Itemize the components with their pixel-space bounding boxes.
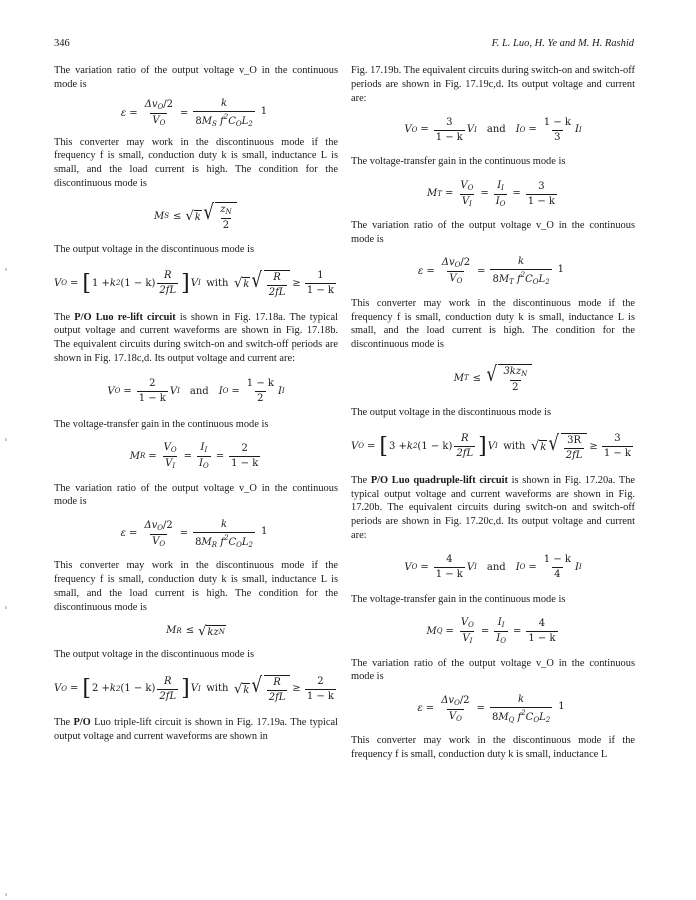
- eq-gain-q: M Q = $\frac{V_O}{V_I}$ = $\frac{I_I}{I_O}$ = $\frac{4}{1 - k}$: [426, 617, 556, 646]
- page-number: 346: [54, 38, 70, 49]
- right-p2: The voltage-transfer gain in the continuous mode is: [351, 156, 566, 168]
- right-p3: The variation ratio of the output voltage v_O in the continuous mode is: [351, 220, 635, 245]
- right-p8: The variation ratio of the output voltage v_O in the continuous mode is: [351, 657, 635, 683]
- left-p9: The P/O Luo triple-lift circuit is shown in Fig. 17.19a. The typical output voltage and current waveforms are shown in: [54, 717, 338, 742]
- eq-gain-t: M T = $\frac{V_O}{V_I}$ = $\frac{I_I}{I_O}$ = $\frac{3}{1 - k}$: [427, 179, 555, 208]
- margin-mark: [5, 268, 7, 271]
- right-p7: The voltage-transfer gain in the continuous mode is: [351, 593, 566, 605]
- eq-disc-t: V O = [ 3 + k 2 (1 − k) $\frac{R}{2fL}$ ] V I with √ k √ $\frac{3R}{2fL}$ ≥ $\frac{3}{1 - k}$: [351, 430, 631, 461]
- eq-vo-io-q: V O = $\frac{4}{1 - k}$ V I and I O = $\frac{1 - k}{4}$ I I: [404, 554, 582, 581]
- running-head: F. L. Luo, H. Ye and M. H. Rashid: [491, 38, 634, 49]
- margin-mark: [5, 893, 7, 896]
- eq-disc-r: V O = [ 2 + k 2 (1 − k) $\frac{R}{2fL}$ ] V I with √ k √ $\frac{R}{2fL}$ ≥ $\frac{2}{1 - k}$: [54, 673, 334, 704]
- eq-ratio-r: ε = $\frac{\Delta v_O/2}{V_O}$ = $\frac{k}{8M_R f^2C_OL_2}$ 1: [120, 518, 268, 549]
- right-p6: The P/O Luo quadruple-lift circuit is shown in Fig. 17.20a. The typical output voltage and current waveforms are shown in Fig. 17.20b. The equivalent circuits during switch-on and switch-off periods are shown in Fig. 17.20c,d. Its output voltage and current are:: [351, 474, 636, 541]
- left-p3: The output voltage in the discontinuous mode is: [54, 243, 254, 255]
- left-p4: The P/O Luo re-lift circuit is shown in Fig. 17.18a. The typical output voltage and current waveforms are shown in Fig. 17.18b. The equivalent circuits during switch-on and switch-off periods are shown in Fig. 17.18c,d. Its output voltage and current are:: [54, 311, 338, 364]
- eq-ratio-q: ε = $\frac{\Delta v_O/2}{V_O}$ = $\frac{k}{8M_Q f^2C_OL_2}$ 1: [417, 693, 565, 724]
- right-p4: This converter may work in the discontinuous mode if the frequency f is small, conduction duty k is small, inductance L is small, and the load current is high. The condition for the discontinuous mode is: [351, 297, 635, 351]
- eq-vo-io-t: V O = $\frac{3}{1 - k}$ V I and I O = $\frac{1 - k}{3}$ I I: [404, 116, 582, 143]
- page-header: [54, 38, 634, 52]
- right-p9: This converter may work in the discontinuous mode if the frequency f is small, conduction duty k is small, inductance L: [351, 735, 635, 760]
- left-p7: This converter may work in the discontinuous mode if the frequency f is small, conduction duty k is small, inductance L is small, and the load current is high. The condition for the discontinuous mode is: [54, 560, 338, 613]
- margin-mark: [5, 438, 7, 441]
- margin-mark: [5, 606, 7, 609]
- eq-disc-s: V O = [ 1 + k 2 (1 − k) $\frac{R}{2fL}$ ] V I with √ k √ $\frac{R}{2fL}$ ≥ $\frac{1}{1 - k}$: [54, 267, 334, 298]
- eq-ratio-s: ε = $\frac{\Delta v_O/2}{V_O}$ = $\frac{k}{8M_S f^2C_OL_2}$ 1: [120, 98, 268, 129]
- left-column: [54, 64, 338, 744]
- left-p1: The variation ratio of the output voltage v_O in the continuous mode is: [54, 65, 338, 90]
- left-p2: This converter may work in the discontinuous mode if the frequency f is small, conduction duty k is small, inductance L is small, and the load current is high. The condition for the discontinuous mode is: [54, 136, 338, 189]
- eq-gain-r: M R = $\frac{V_O}{V_I}$ = $\frac{I_I}{I_O}$ = $\frac{2}{1 - k}$: [129, 442, 259, 471]
- eq-cond-s: M S ≤ √ k √ $\frac{z_N}{2}$: [54, 191, 338, 243]
- eq-ratio-t: ε = $\frac{\Delta v_O/2}{V_O}$ = $\frac{k}{8M_T f^2C_OL_2}$ 1: [417, 256, 565, 287]
- right-column: [351, 64, 635, 762]
- left-p8: The output voltage in the discontinuous mode is: [54, 649, 254, 661]
- right-p5: The output voltage in the discontinuous mode is: [351, 406, 551, 418]
- eq-cond-t: M T ≤ √ $\frac{3kz_N}{2}$: [351, 352, 635, 406]
- eq-cond-r: M R ≤ √ kz N: [166, 623, 225, 639]
- left-p6: The variation ratio of the output voltage v_O in the continuous mode is: [54, 482, 338, 508]
- left-p5: The voltage-transfer gain in the continuous mode is: [54, 418, 269, 430]
- eq-vo-io-r: V O = $\frac{2}{1 - k}$ V I and I O = $\frac{1 - k}{2}$ I I: [107, 378, 285, 405]
- right-p1: Fig. 17.19b. The equivalent circuits during switch-on and switch-off periods are shown in Fig. 17.19c,d. Its output voltage and current are:: [351, 65, 635, 104]
